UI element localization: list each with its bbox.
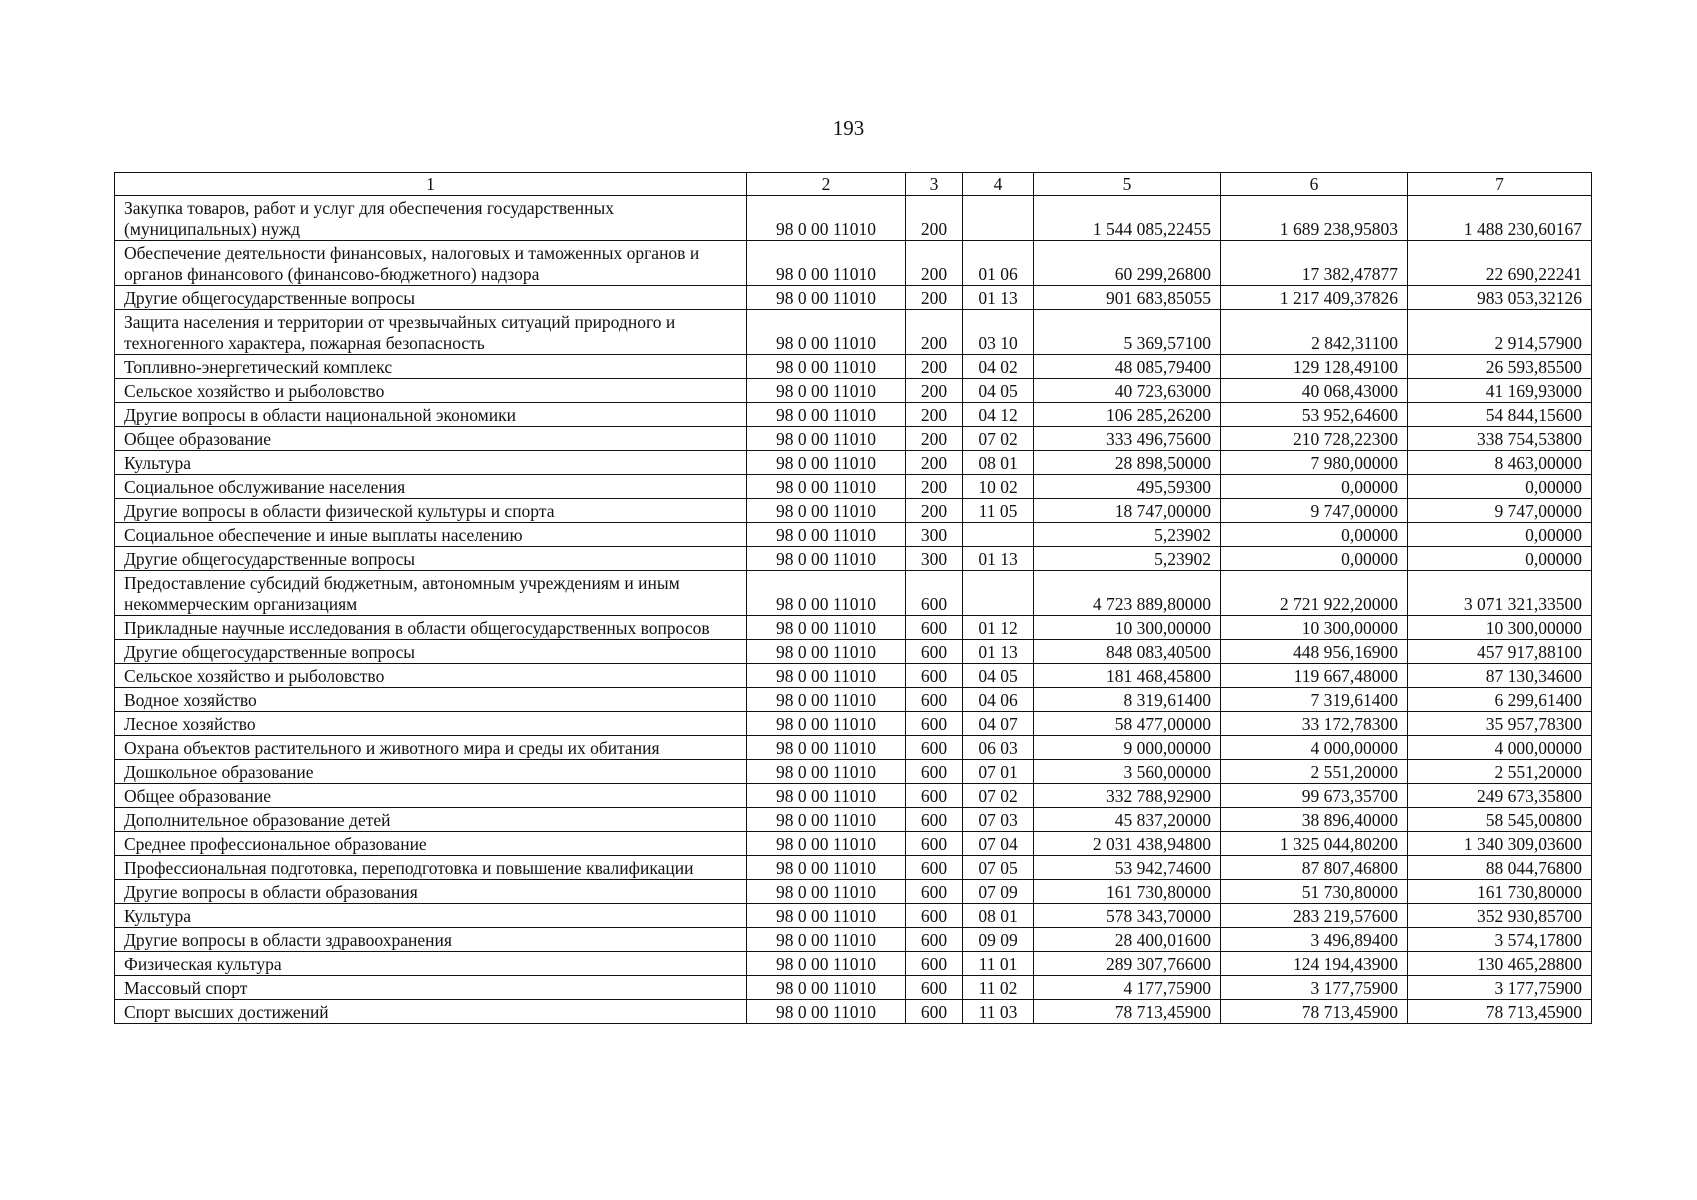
row-code-cell: 98 0 00 11010 [747,403,906,427]
row-amount-col5-cell: 78 713,45900 [1034,1000,1221,1024]
row-amount-col6-cell: 99 673,35700 [1221,784,1408,808]
row-name-cell: Спорт высших достижений [115,1000,747,1024]
row-name-cell: Профессиональная подготовка, переподготовка и повышение квалификации [115,856,747,880]
row-name-cell: Лесное хозяйство [115,712,747,736]
row-amount-col5-cell: 58 477,00000 [1034,712,1221,736]
row-name-cell: Топливно-энергетический комплекс [115,355,747,379]
row-amount-col7-cell: 3 071 321,33500 [1408,571,1592,616]
row-expense-type-cell: 600 [906,952,963,976]
row-section-cell: 01 12 [963,616,1034,640]
row-expense-type-cell: 600 [906,976,963,1000]
table-row [115,880,1592,904]
table-row [115,640,1592,664]
row-code-cell: 98 0 00 11010 [747,904,906,928]
row-expense-type-cell: 600 [906,736,963,760]
row-amount-col7-cell: 3 574,17800 [1408,928,1592,952]
row-expense-type-cell: 600 [906,664,963,688]
row-amount-col6-cell: 119 667,48000 [1221,664,1408,688]
row-amount-col6-cell: 3 496,89400 [1221,928,1408,952]
row-expense-type-cell: 200 [906,241,963,286]
row-amount-col5-cell: 60 299,26800 [1034,241,1221,286]
row-amount-col6-cell: 38 896,40000 [1221,808,1408,832]
row-amount-col7-cell: 88 044,76800 [1408,856,1592,880]
row-amount-col7-cell: 338 754,53800 [1408,427,1592,451]
row-code-cell: 98 0 00 11010 [747,952,906,976]
row-section-cell: 04 06 [963,688,1034,712]
table-row [115,760,1592,784]
row-amount-col7-cell: 9 747,00000 [1408,499,1592,523]
row-amount-col6-cell: 448 956,16900 [1221,640,1408,664]
row-code-cell: 98 0 00 11010 [747,880,906,904]
row-code-cell: 98 0 00 11010 [747,616,906,640]
row-amount-col7-cell: 1 488 230,60167 [1408,196,1592,241]
row-expense-type-cell: 600 [906,616,963,640]
table-row [115,499,1592,523]
row-amount-col7-cell: 58 545,00800 [1408,808,1592,832]
row-section-cell: 01 13 [963,640,1034,664]
row-code-cell: 98 0 00 11010 [747,832,906,856]
row-section-cell: 11 01 [963,952,1034,976]
row-amount-col7-cell: 249 673,35800 [1408,784,1592,808]
table-row [115,571,1592,616]
row-amount-col7-cell: 26 593,85500 [1408,355,1592,379]
row-amount-col5-cell: 289 307,76600 [1034,952,1221,976]
row-amount-col6-cell: 0,00000 [1221,523,1408,547]
row-amount-col6-cell: 40 068,43000 [1221,379,1408,403]
row-expense-type-cell: 600 [906,688,963,712]
budget-table [114,172,1592,1024]
table-row [115,427,1592,451]
row-name-cell: Предоставление субсидий бюджетным, автономным учреждениям и иным некоммерческим организациям [115,571,747,616]
row-amount-col6-cell: 9 747,00000 [1221,499,1408,523]
row-amount-col6-cell: 1 325 044,80200 [1221,832,1408,856]
row-amount-col5-cell: 28 898,50000 [1034,451,1221,475]
row-code-cell: 98 0 00 11010 [747,856,906,880]
row-amount-col5-cell: 901 683,85055 [1034,286,1221,310]
page-number: 193 [832,116,865,140]
row-code-cell: 98 0 00 11010 [747,241,906,286]
table-row [115,523,1592,547]
row-amount-col6-cell: 283 219,57600 [1221,904,1408,928]
row-expense-type-cell: 600 [906,712,963,736]
row-amount-col7-cell: 2 914,57900 [1408,310,1592,355]
row-amount-col7-cell: 457 917,88100 [1408,640,1592,664]
row-name-cell: Социальное обслуживание населения [115,475,747,499]
row-name-cell: Общее образование [115,784,747,808]
row-name-cell: Другие общегосударственные вопросы [115,640,747,664]
row-amount-col5-cell: 8 319,61400 [1034,688,1221,712]
row-expense-type-cell: 200 [906,451,963,475]
row-expense-type-cell: 200 [906,499,963,523]
row-code-cell: 98 0 00 11010 [747,427,906,451]
row-expense-type-cell: 600 [906,784,963,808]
row-amount-col7-cell: 4 000,00000 [1408,736,1592,760]
row-section-cell: 04 05 [963,664,1034,688]
row-expense-type-cell: 600 [906,880,963,904]
row-name-cell: Дошкольное образование [115,760,747,784]
row-amount-col7-cell: 0,00000 [1408,475,1592,499]
table-body [115,196,1592,1024]
row-amount-col7-cell: 0,00000 [1408,523,1592,547]
row-code-cell: 98 0 00 11010 [747,451,906,475]
row-code-cell: 98 0 00 11010 [747,196,906,241]
row-expense-type-cell: 200 [906,427,963,451]
table-row [115,310,1592,355]
row-amount-col5-cell: 5,23902 [1034,547,1221,571]
row-amount-col7-cell: 161 730,80000 [1408,880,1592,904]
row-section-cell: 03 10 [963,310,1034,355]
table-row [115,196,1592,241]
row-amount-col5-cell: 40 723,63000 [1034,379,1221,403]
row-section-cell: 01 13 [963,547,1034,571]
row-amount-col7-cell: 130 465,28800 [1408,952,1592,976]
table-row [115,928,1592,952]
row-section-cell: 10 02 [963,475,1034,499]
table-row [115,736,1592,760]
row-expense-type-cell: 600 [906,832,963,856]
header-row [115,173,1592,196]
row-code-cell: 98 0 00 11010 [747,475,906,499]
row-code-cell: 98 0 00 11010 [747,736,906,760]
column-header-7: 7 [1408,173,1592,196]
row-code-cell: 98 0 00 11010 [747,712,906,736]
table-row [115,808,1592,832]
row-section-cell: 11 02 [963,976,1034,1000]
row-section-cell: 11 03 [963,1000,1034,1024]
row-section-cell: 07 01 [963,760,1034,784]
row-name-cell: Сельское хозяйство и рыболовство [115,664,747,688]
row-amount-col6-cell: 4 000,00000 [1221,736,1408,760]
row-amount-col5-cell: 4 723 889,80000 [1034,571,1221,616]
row-name-cell: Общее образование [115,427,747,451]
row-code-cell: 98 0 00 11010 [747,286,906,310]
row-amount-col6-cell: 2 551,20000 [1221,760,1408,784]
row-amount-col6-cell: 53 952,64600 [1221,403,1408,427]
row-section-cell: 07 09 [963,880,1034,904]
row-amount-col5-cell: 106 285,26200 [1034,403,1221,427]
row-name-cell: Обеспечение деятельности финансовых, налоговых и таможенных органов и органов финансового (финансово-бюджетного) надзора [115,241,747,286]
row-amount-col6-cell: 3 177,75900 [1221,976,1408,1000]
table-header [115,173,1592,196]
table-row [115,547,1592,571]
row-amount-col6-cell: 87 807,46800 [1221,856,1408,880]
row-amount-col5-cell: 5 369,57100 [1034,310,1221,355]
row-code-cell: 98 0 00 11010 [747,976,906,1000]
row-section-cell: 11 05 [963,499,1034,523]
row-name-cell: Сельское хозяйство и рыболовство [115,379,747,403]
column-header-6: 6 [1221,173,1408,196]
row-amount-col7-cell: 8 463,00000 [1408,451,1592,475]
row-amount-col7-cell: 1 340 309,03600 [1408,832,1592,856]
table-row [115,616,1592,640]
column-header-5: 5 [1034,173,1221,196]
row-amount-col7-cell: 78 713,45900 [1408,1000,1592,1024]
row-amount-col5-cell: 28 400,01600 [1034,928,1221,952]
row-section-cell: 06 03 [963,736,1034,760]
row-code-cell: 98 0 00 11010 [747,808,906,832]
row-name-cell: Защита населения и территории от чрезвычайных ситуаций природного и техногенного характера, пожарная безопасность [115,310,747,355]
table-row [115,403,1592,427]
row-amount-col5-cell: 3 560,00000 [1034,760,1221,784]
row-amount-col5-cell: 9 000,00000 [1034,736,1221,760]
column-header-4: 4 [963,173,1034,196]
row-code-cell: 98 0 00 11010 [747,784,906,808]
row-amount-col5-cell: 848 083,40500 [1034,640,1221,664]
row-expense-type-cell: 200 [906,286,963,310]
row-name-cell: Другие вопросы в области здравоохранения [115,928,747,952]
row-amount-col7-cell: 6 299,61400 [1408,688,1592,712]
row-expense-type-cell: 300 [906,547,963,571]
row-section-cell: 08 01 [963,904,1034,928]
row-amount-col5-cell: 5,23902 [1034,523,1221,547]
row-amount-col5-cell: 495,59300 [1034,475,1221,499]
row-expense-type-cell: 200 [906,403,963,427]
row-expense-type-cell: 200 [906,355,963,379]
row-amount-col6-cell: 0,00000 [1221,475,1408,499]
table-row [115,1000,1592,1024]
row-code-cell: 98 0 00 11010 [747,640,906,664]
row-section-cell: 04 07 [963,712,1034,736]
row-amount-col6-cell: 17 382,47877 [1221,241,1408,286]
row-amount-col6-cell: 1 689 238,95803 [1221,196,1408,241]
row-code-cell: 98 0 00 11010 [747,760,906,784]
row-amount-col7-cell: 22 690,22241 [1408,241,1592,286]
row-amount-col7-cell: 35 957,78300 [1408,712,1592,736]
row-expense-type-cell: 600 [906,928,963,952]
row-name-cell: Другие вопросы в области национальной экономики [115,403,747,427]
row-amount-col5-cell: 2 031 438,94800 [1034,832,1221,856]
row-name-cell: Культура [115,451,747,475]
row-name-cell: Социальное обеспечение и иные выплаты населению [115,523,747,547]
row-section-cell: 01 13 [963,286,1034,310]
table-row [115,976,1592,1000]
row-amount-col7-cell: 983 053,32126 [1408,286,1592,310]
row-amount-col7-cell: 54 844,15600 [1408,403,1592,427]
row-code-cell: 98 0 00 11010 [747,688,906,712]
row-amount-col6-cell: 7 319,61400 [1221,688,1408,712]
row-amount-col6-cell: 2 842,31100 [1221,310,1408,355]
row-code-cell: 98 0 00 11010 [747,310,906,355]
row-amount-col5-cell: 578 343,70000 [1034,904,1221,928]
table-row [115,952,1592,976]
table-row [115,856,1592,880]
row-section-cell: 08 01 [963,451,1034,475]
row-section-cell [963,196,1034,241]
row-code-cell: 98 0 00 11010 [747,523,906,547]
row-amount-col5-cell: 333 496,75600 [1034,427,1221,451]
table-row [115,904,1592,928]
row-section-cell: 07 04 [963,832,1034,856]
row-amount-col5-cell: 4 177,75900 [1034,976,1221,1000]
row-code-cell: 98 0 00 11010 [747,664,906,688]
row-name-cell: Другие общегосударственные вопросы [115,286,747,310]
table-row [115,664,1592,688]
row-code-cell: 98 0 00 11010 [747,499,906,523]
column-header-1: 1 [115,173,747,196]
row-name-cell: Прикладные научные исследования в области общегосударственных вопросов [115,616,747,640]
column-header-2: 2 [747,173,906,196]
row-amount-col6-cell: 7 980,00000 [1221,451,1408,475]
row-amount-col6-cell: 2 721 922,20000 [1221,571,1408,616]
row-amount-col7-cell: 2 551,20000 [1408,760,1592,784]
row-section-cell: 07 02 [963,784,1034,808]
row-amount-col5-cell: 53 942,74600 [1034,856,1221,880]
row-expense-type-cell: 200 [906,196,963,241]
row-amount-col5-cell: 161 730,80000 [1034,880,1221,904]
row-amount-col6-cell: 78 713,45900 [1221,1000,1408,1024]
row-name-cell: Дополнительное образование детей [115,808,747,832]
table-row [115,355,1592,379]
row-name-cell: Другие общегосударственные вопросы [115,547,747,571]
row-name-cell: Закупка товаров, работ и услуг для обеспечения государственных (муниципальных) нужд [115,196,747,241]
row-amount-col7-cell: 87 130,34600 [1408,664,1592,688]
row-amount-col5-cell: 1 544 085,22455 [1034,196,1221,241]
row-amount-col7-cell: 0,00000 [1408,547,1592,571]
row-expense-type-cell: 600 [906,808,963,832]
row-section-cell [963,523,1034,547]
row-name-cell: Среднее профессиональное образование [115,832,747,856]
row-amount-col7-cell: 3 177,75900 [1408,976,1592,1000]
table-row [115,241,1592,286]
row-amount-col6-cell: 51 730,80000 [1221,880,1408,904]
row-section-cell: 01 06 [963,241,1034,286]
row-expense-type-cell: 600 [906,856,963,880]
row-expense-type-cell: 200 [906,475,963,499]
row-amount-col7-cell: 10 300,00000 [1408,616,1592,640]
row-code-cell: 98 0 00 11010 [747,571,906,616]
row-expense-type-cell: 600 [906,571,963,616]
row-section-cell [963,571,1034,616]
table-row [115,451,1592,475]
row-code-cell: 98 0 00 11010 [747,355,906,379]
table-row [115,832,1592,856]
row-expense-type-cell: 600 [906,1000,963,1024]
table-row [115,286,1592,310]
row-section-cell: 07 05 [963,856,1034,880]
row-amount-col7-cell: 41 169,93000 [1408,379,1592,403]
row-section-cell: 07 03 [963,808,1034,832]
row-code-cell: 98 0 00 11010 [747,1000,906,1024]
table-row [115,712,1592,736]
table-row [115,784,1592,808]
row-amount-col6-cell: 10 300,00000 [1221,616,1408,640]
row-amount-col5-cell: 332 788,92900 [1034,784,1221,808]
row-name-cell: Физическая культура [115,952,747,976]
row-name-cell: Охрана объектов растительного и животного мира и среды их обитания [115,736,747,760]
row-expense-type-cell: 600 [906,760,963,784]
row-name-cell: Другие вопросы в области образования [115,880,747,904]
row-amount-col6-cell: 33 172,78300 [1221,712,1408,736]
row-amount-col6-cell: 210 728,22300 [1221,427,1408,451]
row-section-cell: 04 02 [963,355,1034,379]
row-section-cell: 07 02 [963,427,1034,451]
row-amount-col7-cell: 352 930,85700 [1408,904,1592,928]
table-row [115,688,1592,712]
row-section-cell: 09 09 [963,928,1034,952]
row-expense-type-cell: 200 [906,310,963,355]
row-name-cell: Водное хозяйство [115,688,747,712]
table-row [115,379,1592,403]
row-amount-col6-cell: 0,00000 [1221,547,1408,571]
row-code-cell: 98 0 00 11010 [747,379,906,403]
row-name-cell: Другие вопросы в области физической культуры и спорта [115,499,747,523]
row-expense-type-cell: 600 [906,904,963,928]
row-expense-type-cell: 300 [906,523,963,547]
row-section-cell: 04 12 [963,403,1034,427]
row-amount-col6-cell: 129 128,49100 [1221,355,1408,379]
row-name-cell: Культура [115,904,747,928]
row-code-cell: 98 0 00 11010 [747,547,906,571]
row-expense-type-cell: 600 [906,640,963,664]
row-amount-col5-cell: 45 837,20000 [1034,808,1221,832]
row-amount-col5-cell: 48 085,79400 [1034,355,1221,379]
row-name-cell: Массовый спорт [115,976,747,1000]
row-amount-col6-cell: 124 194,43900 [1221,952,1408,976]
table-row [115,475,1592,499]
column-header-3: 3 [906,173,963,196]
row-amount-col5-cell: 181 468,45800 [1034,664,1221,688]
row-expense-type-cell: 200 [906,379,963,403]
row-amount-col5-cell: 18 747,00000 [1034,499,1221,523]
row-section-cell: 04 05 [963,379,1034,403]
row-amount-col5-cell: 10 300,00000 [1034,616,1221,640]
row-amount-col6-cell: 1 217 409,37826 [1221,286,1408,310]
row-code-cell: 98 0 00 11010 [747,928,906,952]
